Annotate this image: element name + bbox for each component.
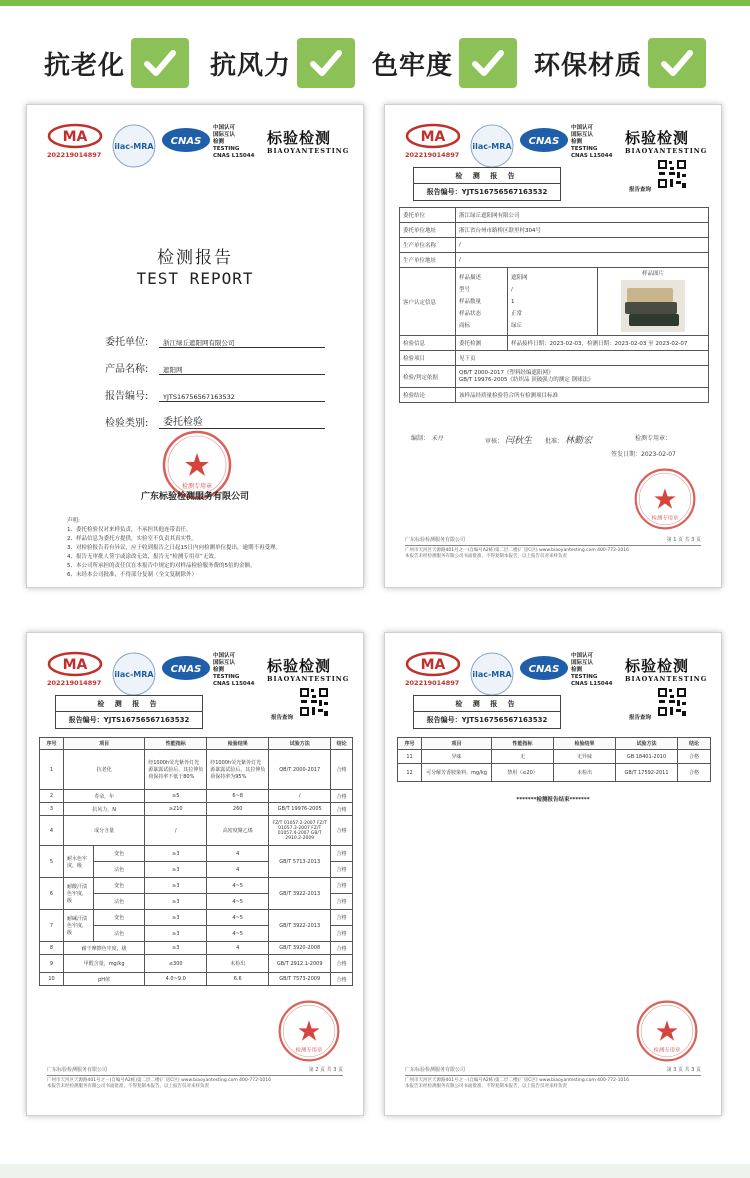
table-row: 9 甲醛含量，mg/kg ≤300 未检出 GB/T 2912.1-2009 合格 bbox=[40, 955, 353, 973]
cover-org: 广东标验检测服务有限公司 bbox=[140, 492, 249, 502]
report-cover bbox=[26, 104, 364, 588]
bottom-band bbox=[0, 1164, 750, 1178]
feature-label: 抗老化 bbox=[44, 50, 126, 81]
ilac-logo bbox=[111, 123, 157, 169]
report-footer: 广东标验检测服务有限公司 第 2 页 共 3 页 广州市天河区天源路401号之一(自编号A2栋)第二层二楼(厂房C区) www.biaoyantesting.com 400-772-1016 本报告未经检测服务有限公司书面批准，不得复制本报告，以上报告仅对来样负责 bbox=[47, 1067, 343, 1089]
table-header-row: 序号 项目 性能指标 检验结果 试验方法 结论 bbox=[398, 738, 711, 750]
stamp-label: 检测专用章： bbox=[635, 435, 672, 442]
table-row: 1 抗老化 经1000h荧光紫外灯光源暴露试验后，其拉伸负荷保持率不低于80% 经1000h荧光紫外灯光源暴露试验后，其拉伸负荷保持率为95% QB/T 2000-2017 合格 bbox=[40, 750, 353, 790]
svg-text:ilac-MRA: ilac-MRA bbox=[472, 670, 512, 679]
cert-number: 202219014897 bbox=[405, 679, 460, 687]
feature-label: 抗风力 bbox=[210, 50, 292, 81]
cover-title-en: TEST REPORT bbox=[136, 269, 254, 288]
brand-name: 标验检测 bbox=[267, 129, 332, 147]
table-row: 4 成分含量 / 高密度聚乙烯 FZ/T 01057.2-2007 FZ/T 01057.3-2007 FZ/T 01057.4-2007 GB/T 2910.2-2009 合格 bbox=[40, 816, 353, 846]
sign-review: 审核： 闫秋生 bbox=[485, 436, 532, 446]
report-page-2 bbox=[26, 632, 364, 1116]
cnas-logo bbox=[519, 127, 569, 153]
official-seal bbox=[633, 467, 697, 531]
cert-number: 202219014897 bbox=[405, 151, 460, 159]
svg-text:检测专用章: 检测专用章 bbox=[653, 1047, 681, 1054]
sample-photo bbox=[621, 280, 685, 332]
cover-field: 委托单位: 浙江绿丘遮阳网有限公司 bbox=[105, 321, 325, 348]
ilac-logo bbox=[469, 651, 515, 697]
table-row: 10 pH值 4.0~9.0 6.6 GB/T 7573-2009 合格 bbox=[40, 973, 353, 986]
feature-anti-aging bbox=[44, 38, 189, 88]
report-page-3 bbox=[384, 632, 722, 1116]
cover-title: 检测报告 bbox=[157, 248, 233, 268]
check-icon bbox=[459, 38, 517, 88]
ilac-logo bbox=[111, 651, 157, 697]
brand-name: 标验检测 bbox=[625, 129, 690, 147]
sample-photo-cell: 样品图片 bbox=[598, 268, 709, 336]
feature-label: 色牢度 bbox=[372, 50, 454, 81]
report-info-table bbox=[399, 207, 709, 403]
qr-caption: 报告查询 bbox=[271, 715, 294, 721]
official-seal bbox=[277, 999, 341, 1063]
table-row: 8 耐干摩擦色牢度，级 ≥3 4 GB/T 3920-2008 合格 bbox=[40, 942, 353, 955]
report-footer: 广东标验检测服务有限公司 第 1 页 共 3 页 广州市天河区天源路401号之一(自编号A2栋)第二层二楼(厂房C区) www.biaoyantesting.com 400-772-1016 本报告未经检测服务有限公司书面批准，不得复制本报告，以上报告仅对来样负责 bbox=[405, 537, 701, 559]
top-accent-bar bbox=[0, 0, 750, 6]
table-row: 委托单位 浙江绿丘遮阳网有限公司 bbox=[400, 208, 709, 223]
cnas-logo bbox=[161, 127, 211, 153]
cover-notes: 声明: 1、委托检验仅对来样负责，不承担其他连带责任。 2、样品信息为委托方提供，实验室不负责其真实性。 3、对检验报告若有异议，应于收到报告之日起15日内向检测单位提出，逾期不再受理。 4、报告无审批人签字或涂改无效，报告无“检测专用章”无效。 5、本公司所承担的责任仅在本报告中规定的对样品检验服务费的5倍的金额。 6、未经本公司批准，不得部分复制（全文复制除外） bbox=[67, 518, 282, 578]
sign-compile: 编制： 禾丹 bbox=[411, 435, 443, 442]
report-end-marker: *******检测报告结束******* bbox=[516, 797, 590, 803]
ma-logo bbox=[47, 651, 103, 677]
cover-field: 产品名称: 遮阳网 bbox=[105, 348, 325, 375]
svg-text:MA: MA bbox=[62, 129, 88, 145]
table-row: 沾色 ≥3 4~5 合格 bbox=[40, 894, 353, 910]
cnas-logo bbox=[519, 655, 569, 681]
report-footer: 广东标验检测服务有限公司 第 3 页 共 3 页 广州市天河区天源路401号之一(自编号A2栋)第二层二楼(厂房C区) www.biaoyantesting.com 400-772-1016 本报告未经检测服务有限公司书面批准，不得复制本报告，以上报告仅对来样负责 bbox=[405, 1067, 701, 1089]
cover-field: 检验类别: 委托检验 bbox=[105, 402, 325, 429]
check-icon bbox=[131, 38, 189, 88]
cnas-text: 中国认可 国际互认 检测 TESTING CNAS L15044 bbox=[571, 653, 613, 687]
cnas-text: 中国认可 国际互认 检测 TESTING CNAS L15044 bbox=[213, 125, 255, 159]
brand-name: 标验检测 bbox=[267, 657, 332, 675]
table-row: 7 耐碱汗渍色牢度，级 变色 ≥3 4~5 GB/T 3922-2013 合格 bbox=[40, 910, 353, 926]
cover-fields bbox=[105, 321, 325, 429]
results-table bbox=[39, 737, 353, 986]
ma-logo bbox=[405, 123, 461, 149]
table-row: 检验结论 该样品经质量检验符合所有检测项目标准 bbox=[400, 388, 709, 403]
table-row: 检验信息 委托检测 样品接样日期：2023-02-03，检测日期：2023-02-03 至 2023-02-07 bbox=[400, 336, 709, 351]
cnas-logo bbox=[161, 655, 211, 681]
check-icon bbox=[297, 38, 355, 88]
svg-text:ilac-MRA: ilac-MRA bbox=[114, 670, 154, 679]
table-row: 客户认定信息 样品描述 型号 样品数量 样品状态 商标 遮阳网 / 1 正常 绿丘 样品图片 bbox=[400, 268, 709, 336]
table-row: 3 抗风力，N ≥210 260 GB/T 19976-2005 合格 bbox=[40, 803, 353, 816]
report-title-box: 检 测 报 告 报告编号：YJTS16756567163532 bbox=[413, 167, 561, 201]
table-row: 沾色 ≥3 4 合格 bbox=[40, 862, 353, 878]
report-title-box: 检 测 报 告 报告编号：YJTS16756567163532 bbox=[55, 695, 203, 729]
qr-caption: 报告查询 bbox=[629, 715, 652, 721]
qr-caption: 报告查询 bbox=[629, 187, 652, 193]
table-row: 检验/判定依据 QB/T 2000-2017《塑料经编遮阳网》 GB/T 19976-2005《纺织品 顶破强力的测定 钢球法》 bbox=[400, 366, 709, 388]
qr-code-icon[interactable] bbox=[657, 159, 687, 189]
svg-text:MA: MA bbox=[420, 129, 446, 145]
svg-text:检测专用章: 检测专用章 bbox=[295, 1047, 323, 1054]
svg-text:CNAS: CNAS bbox=[170, 664, 202, 675]
report-title-box: 检 测 报 告 报告编号：YJTS16756567163532 bbox=[413, 695, 561, 729]
svg-text:CNAS: CNAS bbox=[528, 136, 560, 147]
brand-name-en: BIAOYANTESTING bbox=[625, 147, 708, 155]
table-row: 2 寿命，年 ≥5 6~8 / 合格 bbox=[40, 790, 353, 803]
svg-text:CNAS: CNAS bbox=[170, 136, 202, 147]
table-row: 生产单位名称 / bbox=[400, 238, 709, 253]
feature-label: 环保材质 bbox=[534, 50, 643, 81]
ilac-logo bbox=[469, 123, 515, 169]
table-header-row: 序号 项目 性能指标 检验结果 试验方法 结论 bbox=[40, 738, 353, 750]
issue-date: 签发日期：2023-02-07 bbox=[611, 451, 676, 458]
results-table bbox=[397, 737, 711, 782]
sign-approve: 批准： 林勤宏 bbox=[545, 436, 592, 446]
table-row: 12 可分解芳香胺染料，mg/kg 禁用（≤20） 未检出 GB/T 17592-2011 合格 bbox=[398, 764, 711, 782]
cnas-text: 中国认可 国际互认 检测 TESTING CNAS L15044 bbox=[213, 653, 255, 687]
svg-text:MA: MA bbox=[420, 657, 446, 673]
feature-color-fastness bbox=[372, 38, 517, 88]
svg-text:CNAS: CNAS bbox=[528, 664, 560, 675]
table-row: 11 异味 无 无异味 GB 18401-2010 合格 bbox=[398, 750, 711, 764]
cover-field: 报告编号: YJTS16756567163532 bbox=[105, 375, 325, 402]
svg-text:MA: MA bbox=[62, 657, 88, 673]
table-row: 生产单位地址 / bbox=[400, 253, 709, 268]
svg-text:ilac-MRA: ilac-MRA bbox=[472, 142, 512, 151]
table-row: 5 耐水色牢度，级 变色 ≥3 4 GB/T 5713-2013 合格 bbox=[40, 846, 353, 862]
brand-name-en: BIAOYANTESTING bbox=[625, 675, 708, 683]
report-page-1 bbox=[384, 104, 722, 588]
svg-text:检测专用章: 检测专用章 bbox=[181, 483, 213, 490]
brand-name-en: BIAOYANTESTING bbox=[267, 147, 350, 155]
table-row: 委托单位地址 浙江省台州市路桥区联里村304号 bbox=[400, 223, 709, 238]
svg-text:检测专用章: 检测专用章 bbox=[651, 515, 679, 522]
ma-logo bbox=[405, 651, 461, 677]
brand-name-en: BIAOYANTESTING bbox=[267, 675, 350, 683]
official-seal bbox=[635, 999, 699, 1063]
svg-text:ilac-MRA: ilac-MRA bbox=[114, 142, 154, 151]
ma-logo bbox=[47, 123, 103, 149]
table-row: 检验项目 见下页 bbox=[400, 351, 709, 366]
table-row: 6 耐酸汗渍色牢度，级 变色 ≥3 4~5 GB/T 3922-2013 合格 bbox=[40, 878, 353, 894]
table-row: 沾色 ≥3 4~5 合格 bbox=[40, 926, 353, 942]
check-icon bbox=[648, 38, 706, 88]
qr-code-icon[interactable] bbox=[299, 687, 329, 717]
cert-number: 202219014897 bbox=[47, 679, 102, 687]
feature-eco-material bbox=[534, 38, 706, 88]
report-header-logos bbox=[27, 105, 363, 175]
cert-number: 202219014897 bbox=[47, 151, 102, 159]
qr-code-icon[interactable] bbox=[657, 687, 687, 717]
feature-wind-resistance bbox=[210, 38, 355, 88]
brand-name: 标验检测 bbox=[625, 657, 690, 675]
cnas-text: 中国认可 国际互认 检测 TESTING CNAS L15044 bbox=[571, 125, 613, 159]
